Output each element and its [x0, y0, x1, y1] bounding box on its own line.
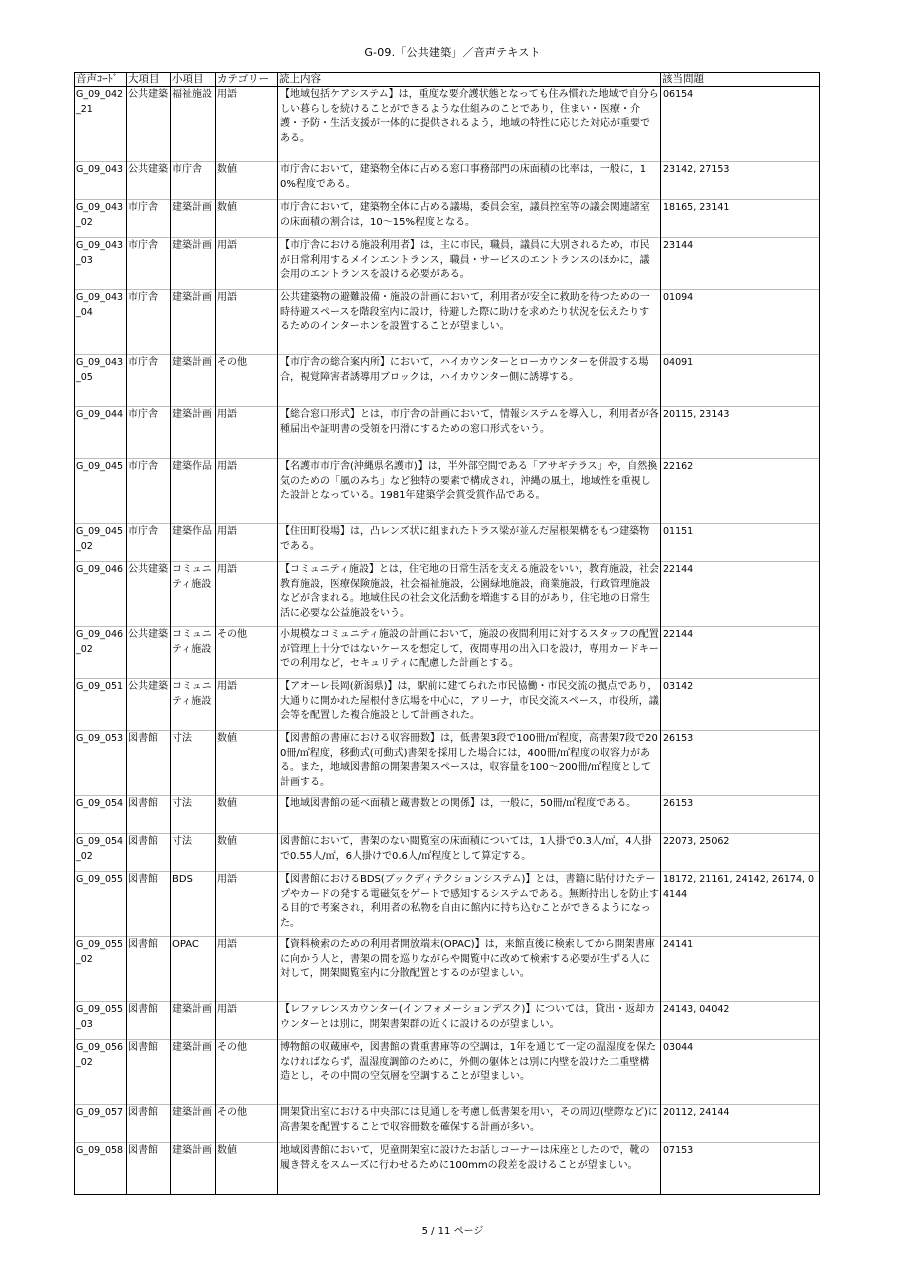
row-minor-item: 建築計画 — [171, 355, 216, 407]
row-read-text: 【市庁舎における施設利用者】は，主に市民，職員，議員に大別されるため，市民が日常利用するメインエントランス，職員・サービスのエントランスのほかに，議会用のエントランスを設ける必要がある。 — [278, 238, 661, 290]
table-row — [75, 937, 820, 1002]
row-category: 用語 — [216, 290, 278, 355]
row-related-questions: 01151 — [661, 524, 820, 562]
table-row — [75, 1002, 820, 1040]
row-code: G_09_055 — [75, 872, 127, 937]
row-related-questions: 20112, 24144 — [661, 1105, 820, 1143]
row-read-text: 図書館において，書架のない閲覧室の床面積については，1人掛で0.3人/㎡，4人掛で0.55人/㎡，6人掛けで0.6人/㎡程度として算定する。 — [278, 834, 661, 872]
row-related-questions: 03142 — [661, 679, 820, 731]
row-read-text: 市庁舎において，建築物全体に占める窓口事務部門の床面積の比率は，一般に，10%程度である。 — [278, 162, 661, 200]
table-row — [75, 87, 820, 162]
column-header-category: カテゴリー — [216, 73, 278, 87]
row-category: 用語 — [216, 524, 278, 562]
row-read-text: 【資料検索のための利用者開放端末(OPAC)】は，来館直後に検索してから開架書庫に向かう人と，書架の間を巡りながらや閲覧中に改めて検索する必要が生ずる人に対して，開架閲覧室内に分散配置とするのが望ましい。 — [278, 937, 661, 1002]
row-category: その他 — [216, 627, 278, 679]
row-minor-item: 建築計画 — [171, 1002, 216, 1040]
table-row — [75, 162, 820, 200]
row-category: 数値 — [216, 731, 278, 796]
row-minor-item: 建築計画 — [171, 1105, 216, 1143]
row-read-text: 【地域包括ケアシステム】は，重度な要介護状態となっても住み慣れた地域で自分らしい暮らしを続けることができるような仕組みのことであり，住まい・医療・介護・予防・生活支援が一体的に提供されるよう，地域の特性に応じた対応が重要である。 — [278, 87, 661, 162]
row-read-text: 【図書館の書庫における収容冊数】は，低書架3段で100冊/㎡程度，高書架7段で200冊/㎡程度，移動式(可動式)書架を採用した場合には，400冊/㎡程度の収容力がある。また，地域図書館の開架書架スペースは，収容量を100～200冊/㎡程度として計画する。 — [278, 731, 661, 796]
row-major-item: 公共建築 — [127, 627, 171, 679]
table-header-row — [75, 73, 820, 87]
row-minor-item: コミュニティ施設 — [171, 627, 216, 679]
row-major-item: 図書館 — [127, 731, 171, 796]
table-row — [75, 238, 820, 290]
row-minor-item: 建築計画 — [171, 200, 216, 238]
row-minor-item: コミュニティ施設 — [171, 679, 216, 731]
row-major-item: 図書館 — [127, 1040, 171, 1105]
row-code: G_09_043_05 — [75, 355, 127, 407]
table-row — [75, 290, 820, 355]
row-category: 数値 — [216, 200, 278, 238]
row-major-item: 市庁舎 — [127, 238, 171, 290]
row-major-item: 図書館 — [127, 1002, 171, 1040]
row-read-text: 【アオーレ長岡(新潟県)】は，駅前に建てられた市民協働・市民交流の拠点であり，大通りに開かれた屋根付き広場を中心に，アリーナ，市民交流スペース，市役所，議会等を配置した複合施設として計画された。 — [278, 679, 661, 731]
row-major-item: 図書館 — [127, 796, 171, 834]
table-row — [75, 872, 820, 937]
table-row — [75, 200, 820, 238]
row-major-item: 公共建築 — [127, 87, 171, 162]
row-related-questions: 23144 — [661, 238, 820, 290]
row-related-questions: 24143, 04042 — [661, 1002, 820, 1040]
row-major-item: 公共建築 — [127, 162, 171, 200]
row-related-questions: 18172, 21161, 24142, 26174, 04144 — [661, 872, 820, 937]
row-category: 用語 — [216, 872, 278, 937]
column-header-refs: 該当問題 — [661, 73, 820, 87]
column-header-code: 音声ｺｰﾄﾞ — [75, 73, 127, 87]
row-related-questions: 22144 — [661, 627, 820, 679]
row-category: その他 — [216, 355, 278, 407]
table-row — [75, 524, 820, 562]
row-read-text: 公共建築物の避難設備・施設の計画において，利用者が安全に救助を待つための一時待避スペースを階段室内に設け，待避した際に助けを求めたり状況を伝えたりするためのインターホンを設置することが望ましい。 — [278, 290, 661, 355]
row-code: G_09_044 — [75, 407, 127, 459]
row-read-text: 【地域図書館の延べ面積と蔵書数との関係】は，一般に，50冊/㎡程度である。 — [278, 796, 661, 834]
table-row — [75, 459, 820, 524]
table-row — [75, 1105, 820, 1143]
row-read-text: 【名護市市庁舎(沖縄県名護市)】は，半外部空間である「アサギテラス」や，自然換気のための「風のみち」など独特の要素で構成され，沖縄の風土，地域性を重視した設計となっている。1981年建築学会賞受賞作品である。 — [278, 459, 661, 524]
row-category: 用語 — [216, 679, 278, 731]
table-body — [75, 87, 820, 1195]
table-row — [75, 355, 820, 407]
table-row — [75, 679, 820, 731]
row-major-item: 図書館 — [127, 1143, 171, 1195]
row-major-item: 市庁舎 — [127, 355, 171, 407]
row-major-item: 図書館 — [127, 1105, 171, 1143]
row-code: G_09_046_02 — [75, 627, 127, 679]
audio-text-table — [74, 72, 820, 1195]
row-related-questions: 22162 — [661, 459, 820, 524]
page-header: G-09.「公共建築」／音声テキスト — [364, 46, 541, 59]
table-row — [75, 562, 820, 627]
row-read-text: 博物館の収蔵庫や，図書館の貴重書庫等の空調は，1年を通じて一定の温湿度を保たなければならず，温湿度調節のために，外側の躯体とは別に内壁を設けた二重壁構造とし，その中間の空気層を空調することが望ましい。 — [278, 1040, 661, 1105]
row-minor-item: BDS — [171, 872, 216, 937]
row-category: 用語 — [216, 562, 278, 627]
row-related-questions: 03044 — [661, 1040, 820, 1105]
row-related-questions: 22144 — [661, 562, 820, 627]
row-major-item: 市庁舎 — [127, 407, 171, 459]
row-read-text: 【レファレンスカウンター(インフォメーションデスク)】については，貸出・返却カウンターとは別に，開架書架群の近くに設けるのが望ましい。 — [278, 1002, 661, 1040]
row-code: G_09_058 — [75, 1143, 127, 1195]
row-category: その他 — [216, 1040, 278, 1105]
row-related-questions: 24141 — [661, 937, 820, 1002]
row-category: 数値 — [216, 162, 278, 200]
column-header-text: 読上内容 — [278, 73, 661, 87]
row-minor-item: 建築計画 — [171, 238, 216, 290]
row-code: G_09_043 — [75, 162, 127, 200]
row-minor-item: 市庁舎 — [171, 162, 216, 200]
row-category: 数値 — [216, 834, 278, 872]
row-related-questions: 04091 — [661, 355, 820, 407]
row-related-questions: 22073, 25062 — [661, 834, 820, 872]
row-read-text: 【図書館におけるBDS(ブックディテクションシステム)】とは，書籍に貼付けたテープやカードの発する電磁気をゲートで感知するシステムである。無断持出しを防止する目的で考案され，利用者の私物を自由に館内に持ち込むことができるようになった。 — [278, 872, 661, 937]
row-major-item: 図書館 — [127, 834, 171, 872]
row-category: 用語 — [216, 407, 278, 459]
row-code: G_09_045 — [75, 459, 127, 524]
row-minor-item: 建築計画 — [171, 407, 216, 459]
row-minor-item: 建築作品 — [171, 524, 216, 562]
row-related-questions: 23142, 27153 — [661, 162, 820, 200]
row-read-text: 【コミュニティ施設】とは，住宅地の日常生活を支える施設をいい，教育施設，社会教育施設，医療保険施設，社会福祉施設，公園緑地施設，商業施設，行政管理施設などが含まれる。地域住民の社会文化活動を増進する目的があり，住宅地の日常生活に必要な公益施設をいう。 — [278, 562, 661, 627]
row-read-text: 地域図書館において，児童開架室に設けたお話しコーナーは床座としたので，靴の履き替えをスムーズに行わせるために100mmの段差を設けることが望ましい。 — [278, 1143, 661, 1195]
row-minor-item: 寸法 — [171, 796, 216, 834]
row-minor-item: コミュニティ施設 — [171, 562, 216, 627]
column-header-major: 大項目 — [127, 73, 171, 87]
row-read-text: 小規模なコミュニティ施設の計画において，施設の夜間利用に対するスタッフの配置が管理上十分ではないケースを想定して，夜間専用の出入口を設け，専用カードキーでの利用など，セキュリティに配慮した計画とする。 — [278, 627, 661, 679]
row-major-item: 図書館 — [127, 872, 171, 937]
row-code: G_09_055_03 — [75, 1002, 127, 1040]
table-row — [75, 1143, 820, 1195]
row-minor-item: 建築計画 — [171, 1040, 216, 1105]
row-minor-item: 建築計画 — [171, 290, 216, 355]
row-minor-item: 寸法 — [171, 731, 216, 796]
table-row — [75, 796, 820, 834]
row-code: G_09_043_02 — [75, 200, 127, 238]
table-row — [75, 1040, 820, 1105]
row-code: G_09_054_02 — [75, 834, 127, 872]
row-code: G_09_046 — [75, 562, 127, 627]
row-related-questions: 01094 — [661, 290, 820, 355]
row-category: 用語 — [216, 459, 278, 524]
table-row — [75, 731, 820, 796]
row-code: G_09_042_21 — [75, 87, 127, 162]
row-category: その他 — [216, 1105, 278, 1143]
table-row — [75, 407, 820, 459]
table-row — [75, 834, 820, 872]
row-category: 用語 — [216, 87, 278, 162]
row-category: 数値 — [216, 796, 278, 834]
row-minor-item: 建築計画 — [171, 1143, 216, 1195]
row-related-questions: 07153 — [661, 1143, 820, 1195]
row-major-item: 公共建築 — [127, 562, 171, 627]
row-related-questions: 20115, 23143 — [661, 407, 820, 459]
row-code: G_09_051 — [75, 679, 127, 731]
row-major-item: 公共建築 — [127, 679, 171, 731]
row-category: 用語 — [216, 238, 278, 290]
row-code: G_09_043_03 — [75, 238, 127, 290]
column-header-minor: 小項目 — [171, 73, 216, 87]
row-category: 用語 — [216, 937, 278, 1002]
row-minor-item: 福祉施設 — [171, 87, 216, 162]
row-code: G_09_055_02 — [75, 937, 127, 1002]
page-number: 5 / 11 ページ — [421, 1226, 484, 1237]
row-related-questions: 18165, 23141 — [661, 200, 820, 238]
row-major-item: 市庁舎 — [127, 290, 171, 355]
row-minor-item: OPAC — [171, 937, 216, 1002]
row-major-item: 市庁舎 — [127, 524, 171, 562]
row-code: G_09_056_02 — [75, 1040, 127, 1105]
row-minor-item: 建築作品 — [171, 459, 216, 524]
row-read-text: 【市庁舎の総合案内所】において，ハイカウンターとローカウンターを併設する場合，視覚障害者誘導用ブロックは，ハイカウンター側に誘導する。 — [278, 355, 661, 407]
row-read-text: 【住田町役場】は，凸レンズ状に組まれたトラス梁が並んだ屋根架構をもつ建築物である。 — [278, 524, 661, 562]
table-row — [75, 627, 820, 679]
row-related-questions: 06154 — [661, 87, 820, 162]
row-category: 用語 — [216, 1002, 278, 1040]
row-category: 数値 — [216, 1143, 278, 1195]
row-minor-item: 寸法 — [171, 834, 216, 872]
row-read-text: 開架貸出室における中央部には見通しを考慮し低書架を用い，その周辺(壁際など)に高書架を配置することで収容冊数を確保する計画が多い。 — [278, 1105, 661, 1143]
row-code: G_09_043_04 — [75, 290, 127, 355]
row-major-item: 市庁舎 — [127, 200, 171, 238]
row-related-questions: 26153 — [661, 796, 820, 834]
row-read-text: 【総合窓口形式】とは，市庁舎の計画において，情報システムを導入し，利用者が各種届出や証明書の受領を円滑にするための窓口形式をいう。 — [278, 407, 661, 459]
row-related-questions: 26153 — [661, 731, 820, 796]
row-major-item: 図書館 — [127, 937, 171, 1002]
row-code: G_09_053 — [75, 731, 127, 796]
row-code: G_09_057 — [75, 1105, 127, 1143]
row-code: G_09_054 — [75, 796, 127, 834]
row-read-text: 市庁舎において，建築物全体に占める議場，委員会室，議員控室等の議会関連諸室の床面積の割合は，10～15%程度となる。 — [278, 200, 661, 238]
row-major-item: 市庁舎 — [127, 459, 171, 524]
row-code: G_09_045_02 — [75, 524, 127, 562]
